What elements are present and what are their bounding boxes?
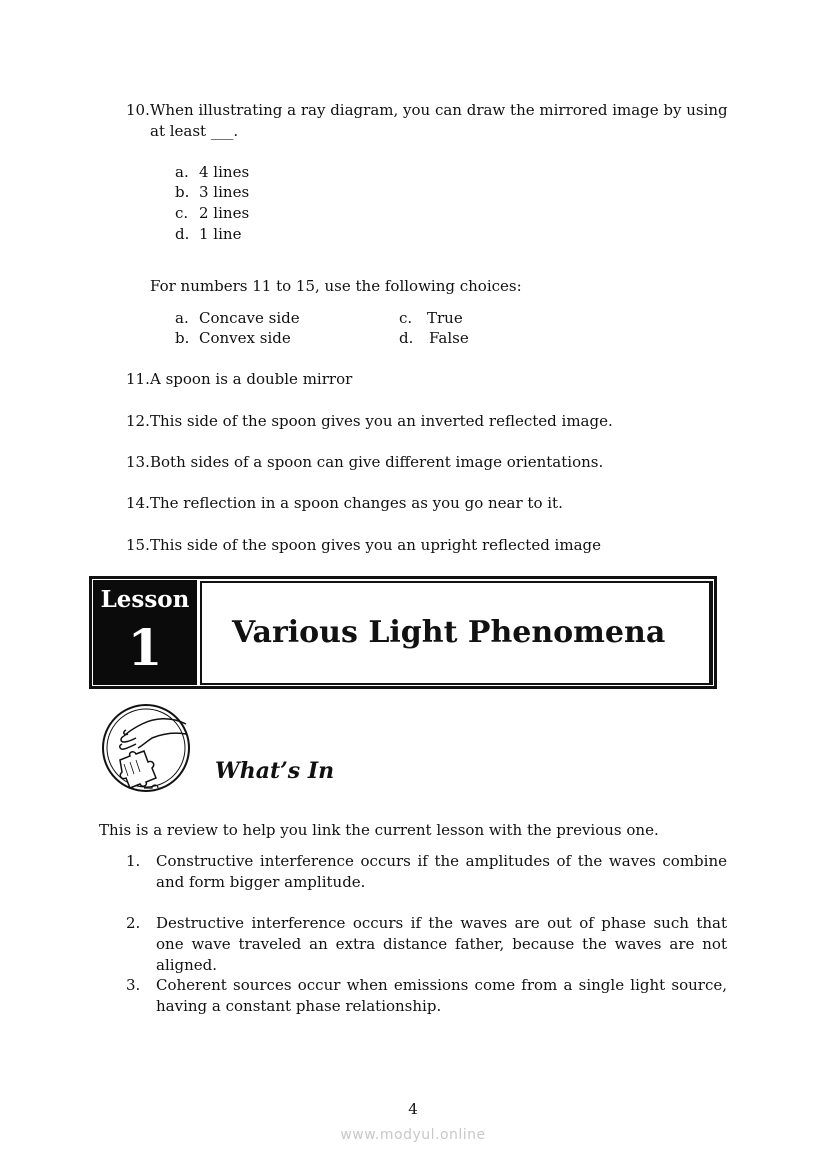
choice-text: False	[429, 329, 469, 347]
choice-letter: a.	[175, 309, 189, 327]
question-number: 11.	[126, 370, 150, 388]
lesson-title: Various Light Phenomena	[232, 615, 666, 650]
list-text: Destructive interference occurs if the waves are out of phase such that one wave traveled an extra distance father, because the waves are not aligned.	[156, 914, 727, 974]
list-item	[126, 913, 728, 974]
question-11	[126, 369, 352, 389]
choice	[175, 328, 291, 348]
option	[175, 182, 249, 202]
option-letter: c.	[175, 204, 189, 222]
page-number: 4	[408, 1100, 418, 1118]
question-14	[126, 493, 563, 513]
question-number: 14.	[126, 494, 150, 512]
question-text: The reflection in a spoon changes as you go near to it.	[150, 494, 563, 512]
option-text: 4 lines	[199, 163, 250, 181]
section-heading: What’s In	[215, 758, 335, 784]
choice	[399, 308, 463, 328]
list-number: 2.	[126, 914, 141, 932]
choices-intro: For numbers 11 to 15, use the following choices:	[150, 277, 522, 295]
choice-letter: b.	[175, 329, 190, 347]
choice	[399, 328, 469, 348]
list-text: Coherent sources occur when emissions come from a single light source, having a constant phase relationship.	[156, 976, 727, 1015]
question-15	[126, 535, 601, 555]
option	[175, 162, 249, 182]
option-letter: d.	[175, 225, 190, 243]
list-number: 3.	[126, 976, 141, 994]
option-text: 2 lines	[199, 204, 250, 222]
question-13	[126, 452, 603, 472]
choice-text: True	[427, 309, 463, 327]
choice-text: Convex side	[199, 329, 291, 347]
choice	[175, 308, 300, 328]
list-text: Constructive interference occurs if the amplitudes of the waves combine and form bigger amplitude.	[156, 852, 727, 891]
option	[175, 203, 249, 223]
choice-letter: c.	[399, 309, 413, 327]
question-text: Both sides of a spoon can give different image orientations.	[150, 453, 604, 471]
list-number: 1.	[126, 852, 141, 870]
option-text: 3 lines	[199, 183, 250, 201]
option-text: 1 line	[199, 225, 242, 243]
question-text: When illustrating a ray diagram, you can draw the mirrored image by using	[150, 101, 728, 119]
lesson-number-block	[93, 580, 197, 685]
question-10	[126, 100, 728, 120]
list-item	[126, 851, 728, 895]
lesson-label: Lesson	[100, 586, 190, 613]
question-number: 12.	[126, 412, 150, 430]
section-intro: This is a review to help you link the current lesson with the previous one.	[99, 821, 659, 839]
question-text: This side of the spoon gives you an inverted reflected image.	[150, 412, 613, 430]
question-number: 13.	[126, 453, 150, 471]
puzzle-hand-icon	[100, 702, 192, 794]
list-item	[126, 975, 728, 1019]
question-10-continued: at least ___.	[150, 122, 239, 140]
question-number: 15.	[126, 536, 150, 554]
question-text: A spoon is a double mirror	[150, 370, 353, 388]
choice-text: Concave side	[199, 309, 300, 327]
question-number: 10.	[126, 101, 150, 119]
option-letter: a.	[175, 163, 189, 181]
question-12	[126, 411, 613, 431]
option-letter: b.	[175, 183, 190, 201]
choice-letter: d.	[399, 329, 414, 347]
watermark: www.modyul.online	[340, 1127, 486, 1143]
lesson-title-block	[200, 581, 713, 685]
question-text: This side of the spoon gives you an upright reflected image	[150, 536, 602, 554]
option	[175, 224, 241, 244]
lesson-number: 1	[127, 618, 163, 677]
